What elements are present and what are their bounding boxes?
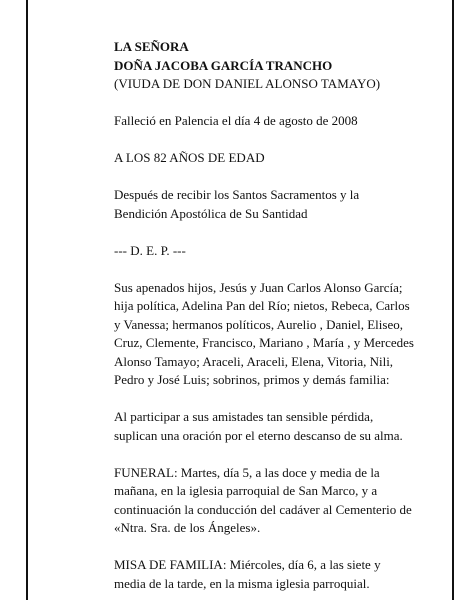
rip-line: --- D. E. P. --- [114,242,186,258]
funeral-paragraph: FUNERAL: Martes, día 5, a las doce y media de la mañana, en la iglesia parroquial de San Marco, y a continuación la conducción del cadáver al Cementerio de «Ntra. Sra. de los Ángeles». [114,464,412,535]
family-paragraph: Sus apenados hijos, Jesús y Juan Carlos Alonso García; hija política, Adelina Pan del Río; nietos, Rebeca, Carlos y Vanessa; hermanos políticos, Aurelio , Daniel, Eliseo, Cruz, Clemente, Francisco, Mariano , María , y Mercedes Alonso Tamayo; Araceli, Araceli, Elena, Vitoria, Nili, Pedro y José Luis; sobrinos, primos y demás familia: [114,279,414,387]
sacraments-paragraph: Después de recibir los Santos Sacramentos y la Bendición Apostólica de Su Santidad [114,187,360,221]
age-line: A LOS 82 AÑOS DE EDAD [114,150,265,165]
death-info: Falleció en Palencia el día 4 de agosto de 2008 [114,113,358,128]
obituary-notice [114,38,414,593]
family-mass-paragraph: MISA DE FAMILIA: Miércoles, día 6, a las siete y media de la tarde, en la misma iglesia parroquial. [114,557,381,591]
subtitle: (VIUDA DE DON DANIEL ALONSO TAMAYO) [114,76,381,91]
title-line-2: DOÑA JACOBA GARCÍA TRANCHO [114,57,333,73]
request-paragraph: Al participar a sus amistades tan sensible pérdida, suplican una oración por el eterno descanso de su alma. [114,409,403,443]
title-line-1: LA SEÑORA [114,39,189,54]
